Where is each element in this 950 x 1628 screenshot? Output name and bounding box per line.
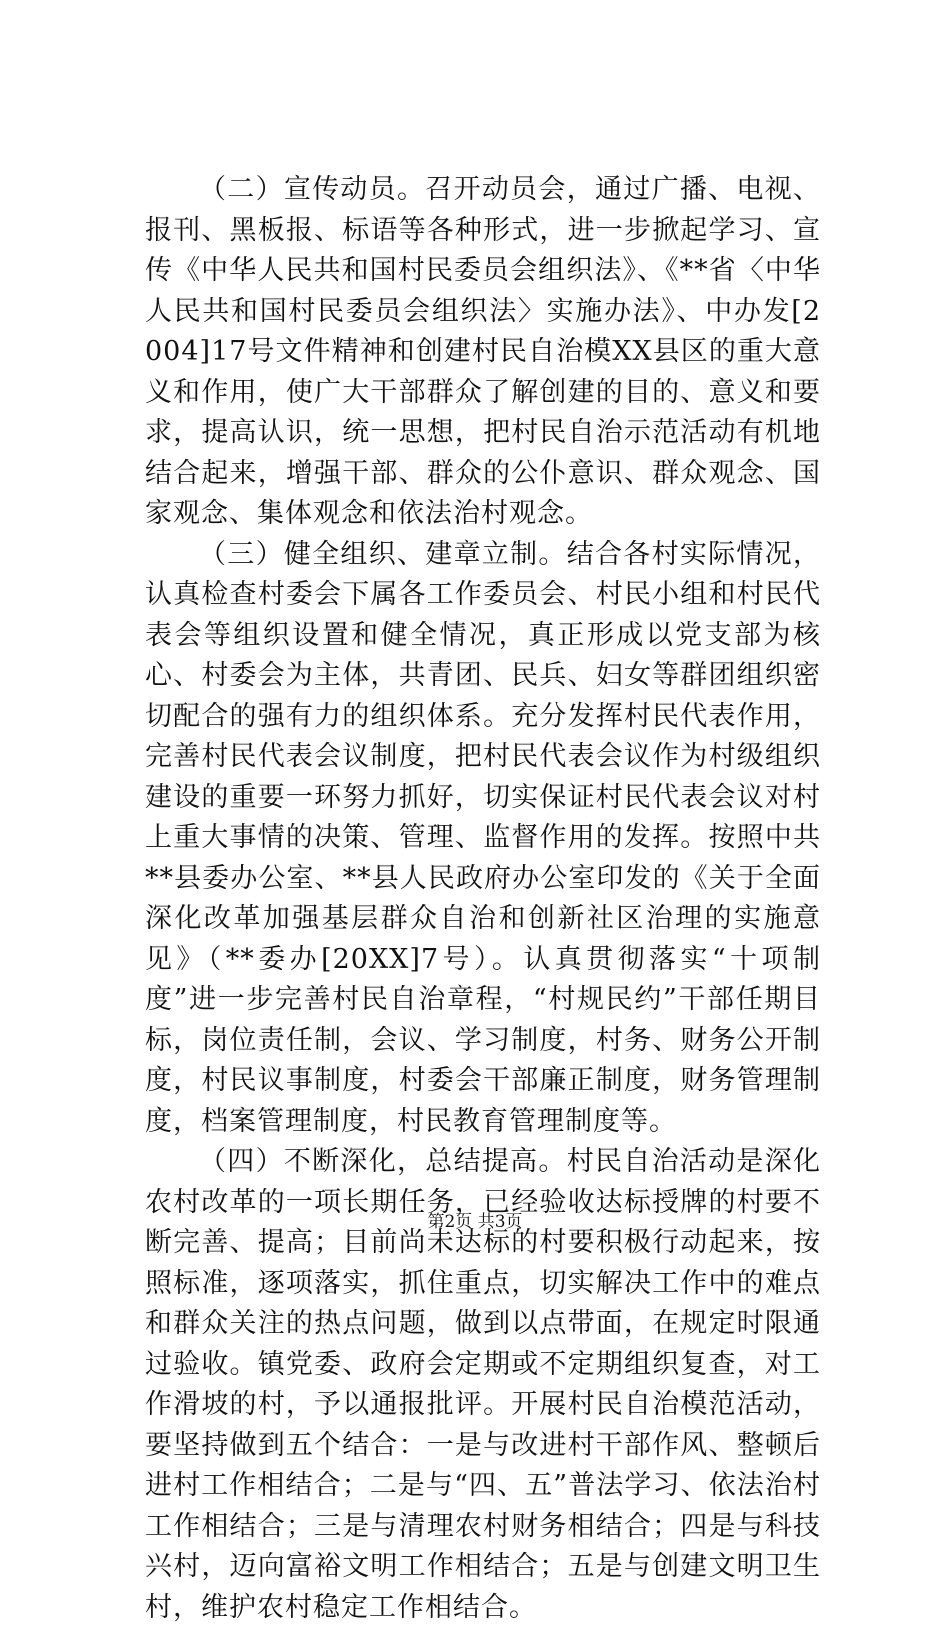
paragraph-publicity: （二）宣传动员。召开动员会，通过广播、电视、报刊、黑板报、标语等各种形式，进一步掀起学习、宣传《中华人民共和国村民委员会组织法》、《**省〈中华人民共和国村民委员会组织法〉实施办法》、中办发[2004]17号文件精神和创建村民自治模XX县区的重大意义和作用，使广大干部群众了解创建的目的、意义和要求，提高认识，统一思想，把村民自治示范活动有机地结合起来，增强干部、群众的公仆意识、群众观念、国家观念、集体观念和依法治村观念。	[145, 174, 821, 529]
page-number-footer: 第2页 共3页	[427, 1212, 523, 1232]
document-body	[145, 170, 821, 1628]
paragraph-deepening: （四）不断深化，总结提高。村民自治活动是深化农村改革的一项长期任务，已经验收达标授牌的村要不断完善、提高；目前尚未达标的村要积极行动起来，按照标准，逐项落实，抓住重点，切实解决工作中的难点和群众关注的热点问题，做到以点带面，在规定时限通过验收。镇党委、政府会定期或不定期组织复查，对工作滑坡的村，予以通报批评。开展村民自治模范活动，要坚持做到五个结合：一是与改进村干部作风、整顿后进村工作相结合；二是与“四、五”普法学习、依法治村工作相结合；三是与清理农村财务相结合；四是与科技兴村，迈向富裕文明工作相结合；五是与创建文明卫生村，维护农村稳定工作相结合。	[145, 1146, 821, 1623]
paragraph-organization: （三）健全组织、建章立制。结合各村实际情况，认真检查村委会下属各工作委员会、村民小组和村民代表会等组织设置和健全情况，真正形成以党支部为核心、村委会为主体，共青团、民兵、妇女等群团组织密切配合的强有力的组织体系。充分发挥村民代表作用，完善村民代表会议制度，把村民代表会议作为村级组织建设的重要一环努力抓好，切实保证村民代表会议对村上重大事情的决策、管理、监督作用的发挥。按照中共**县委办公室、**县人民政府办公室印发的《关于全面深化改革加强基层群众自治和创新社区治理的实施意见》（**委办[20XX]7号）。认真贯彻落实“十项制度”进一步完善村民自治章程，“村规民约”干部任期目标，岗位责任制，会议、学习制度，村务、财务公开制度，村民议事制度，村委会干部廉正制度，财务管理制度，档案管理制度，村民教育管理制度等。	[145, 538, 821, 1137]
